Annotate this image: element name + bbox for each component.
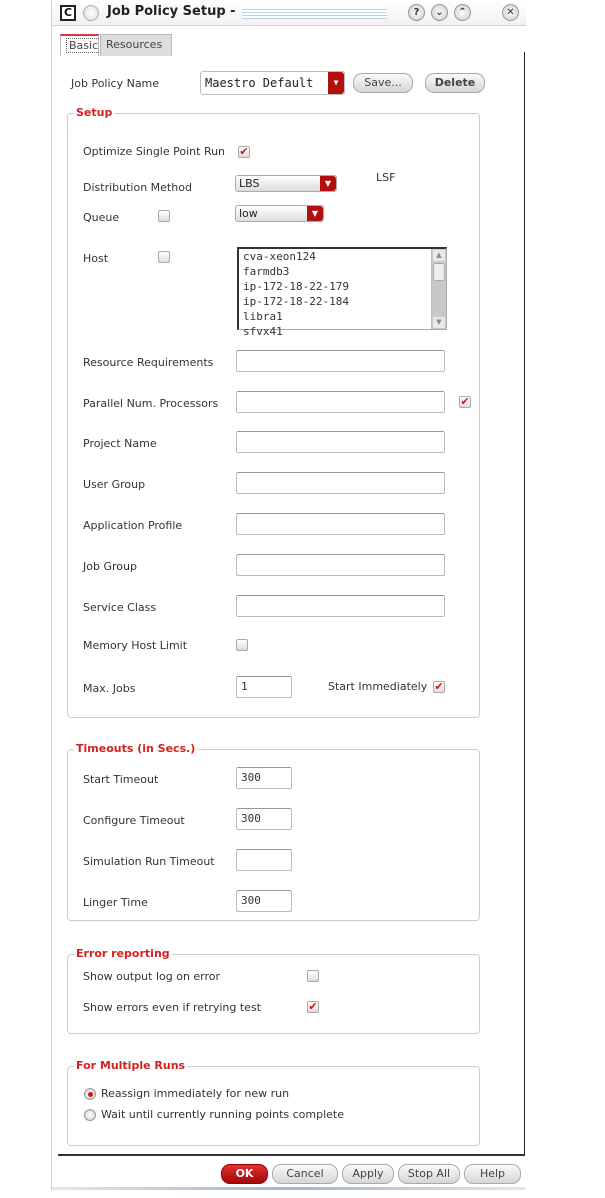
configure-timeout-label: Configure Timeout <box>83 814 185 827</box>
queue-checkbox[interactable] <box>158 210 170 222</box>
linger-time-input[interactable]: 300 <box>236 890 292 912</box>
linger-time-label: Linger Time <box>83 896 148 909</box>
distribution-method-dropdown[interactable] <box>235 175 337 192</box>
show-errors-retrying-checkbox[interactable]: ✔ <box>308 1000 318 1013</box>
service-class-input[interactable] <box>236 595 445 617</box>
max-jobs-label: Max. Jobs <box>83 682 136 695</box>
host-list[interactable] <box>237 247 447 338</box>
start-timeout-label: Start Timeout <box>83 773 159 786</box>
start-timeout-input[interactable]: 300 <box>236 767 292 789</box>
chevron-down-icon: ▼ <box>307 206 323 221</box>
job-policy-name-combo[interactable] <box>200 71 345 95</box>
job-group-label: Job Group <box>83 560 137 573</box>
user-group-label: User Group <box>83 478 146 491</box>
maximize-icon[interactable]: ⌃ <box>454 4 471 21</box>
parallel-processors-label: Parallel Num. Processors <box>83 397 219 410</box>
queue-dropdown[interactable] <box>235 205 324 222</box>
multiple-runs-group <box>67 1059 480 1146</box>
optimize-checkbox[interactable]: ✔ <box>239 145 249 158</box>
app-icon: C <box>60 5 76 21</box>
resource-requirements-input[interactable] <box>236 350 445 372</box>
footer-divider <box>58 1154 525 1156</box>
application-profile-input[interactable] <box>236 513 445 535</box>
application-profile-label: Application Profile <box>83 519 183 532</box>
cancel-button[interactable]: Cancel <box>272 1164 338 1184</box>
chevron-down-icon[interactable]: ▼ <box>328 72 344 94</box>
host-checkbox[interactable] <box>158 251 170 263</box>
start-immediately-label: Start Immediately <box>328 680 428 693</box>
show-output-log-label: Show output log on error <box>83 970 221 983</box>
scroll-up-icon[interactable]: ▲ <box>433 250 445 261</box>
stop-all-button[interactable]: Stop All <box>398 1164 460 1184</box>
distribution-method-label: Distribution Method <box>83 181 192 194</box>
scroll-thumb[interactable] <box>433 263 445 281</box>
host-list-item[interactable]: libra1 <box>243 310 283 323</box>
panel-border <box>524 52 525 1155</box>
minimize-icon[interactable]: ⌄ <box>431 4 448 21</box>
show-errors-retrying-label: Show errors even if retrying test <box>83 1001 261 1014</box>
scroll-down-icon[interactable]: ▼ <box>433 317 445 328</box>
multiple-runs-group-title: For Multiple Runs <box>76 1059 186 1072</box>
delete-button[interactable]: Delete <box>425 73 485 93</box>
job-policy-name-label: Job Policy Name <box>71 77 160 90</box>
queue-value: low <box>239 207 258 220</box>
job-policy-setup-window <box>51 0 526 1190</box>
configure-timeout-input[interactable]: 300 <box>236 808 292 830</box>
title-decoration <box>242 7 387 19</box>
parallel-processors-checkbox[interactable]: ✔ <box>460 395 470 408</box>
optimize-label: Optimize Single Point Run <box>83 145 226 158</box>
resource-requirements-label: Resource Requirements <box>83 356 214 369</box>
host-list-item[interactable]: ip-172-18-22-184 <box>243 295 349 308</box>
service-class-label: Service Class <box>83 601 157 614</box>
distribution-method-value: LBS <box>239 177 260 190</box>
tab-basic[interactable] <box>60 34 99 56</box>
host-list-item[interactable]: farmdb3 <box>243 265 290 278</box>
wait-radio[interactable] <box>84 1109 96 1121</box>
help-button[interactable]: Help <box>464 1164 521 1184</box>
close-icon[interactable]: ✕ <box>502 4 519 21</box>
memory-host-limit-label: Memory Host Limit <box>83 639 188 652</box>
simulation-run-timeout-label: Simulation Run Timeout <box>83 855 215 868</box>
show-output-log-checkbox[interactable] <box>307 970 319 982</box>
host-label: Host <box>83 252 109 265</box>
save-button[interactable]: Save... <box>353 73 413 93</box>
ok-button[interactable]: OK <box>221 1164 268 1184</box>
chevron-down-icon: ▼ <box>320 176 336 191</box>
queue-label: Queue <box>83 211 120 224</box>
job-policy-name-value: Maestro Default <box>205 76 314 90</box>
host-list-item[interactable]: cva-xeon124 <box>243 250 316 263</box>
timeouts-group-title: Timeouts (in Secs.) <box>76 742 196 755</box>
lsf-label: LSF <box>376 171 396 184</box>
help-icon[interactable]: ? <box>408 4 425 21</box>
wait-label: Wait until currently running points complete <box>101 1108 344 1121</box>
job-group-input[interactable] <box>236 554 445 576</box>
title-bar <box>52 0 526 26</box>
setup-group-title: Setup <box>76 106 113 119</box>
window-title: Job Policy Setup - <box>107 4 236 19</box>
error-reporting-group-title: Error reporting <box>76 947 170 960</box>
project-name-label: Project Name <box>83 437 157 450</box>
window-bottom-edge <box>52 1187 526 1190</box>
tab-resources[interactable]: Resources <box>100 34 172 56</box>
host-list-item[interactable]: ip-172-18-22-179 <box>243 280 349 293</box>
max-jobs-input[interactable]: 1 <box>236 676 292 698</box>
window-menu-button[interactable] <box>83 5 99 21</box>
apply-button[interactable]: Apply <box>342 1164 394 1184</box>
host-list-scrollbar[interactable] <box>431 249 446 329</box>
simulation-run-timeout-input[interactable] <box>236 849 292 871</box>
reassign-label: Reassign immediately for new run <box>101 1087 290 1100</box>
parallel-processors-input[interactable] <box>236 391 445 413</box>
timeouts-group <box>67 742 480 921</box>
setup-group <box>67 106 480 718</box>
error-reporting-group <box>67 947 480 1034</box>
tab-basic-label: Basic <box>66 38 101 53</box>
reassign-radio[interactable] <box>84 1088 96 1100</box>
start-immediately-checkbox[interactable]: ✔ <box>434 680 444 693</box>
memory-host-limit-checkbox[interactable] <box>236 639 248 651</box>
user-group-input[interactable] <box>236 472 445 494</box>
host-list-item[interactable]: sfvx41 <box>243 325 283 338</box>
project-name-input[interactable] <box>236 431 445 453</box>
